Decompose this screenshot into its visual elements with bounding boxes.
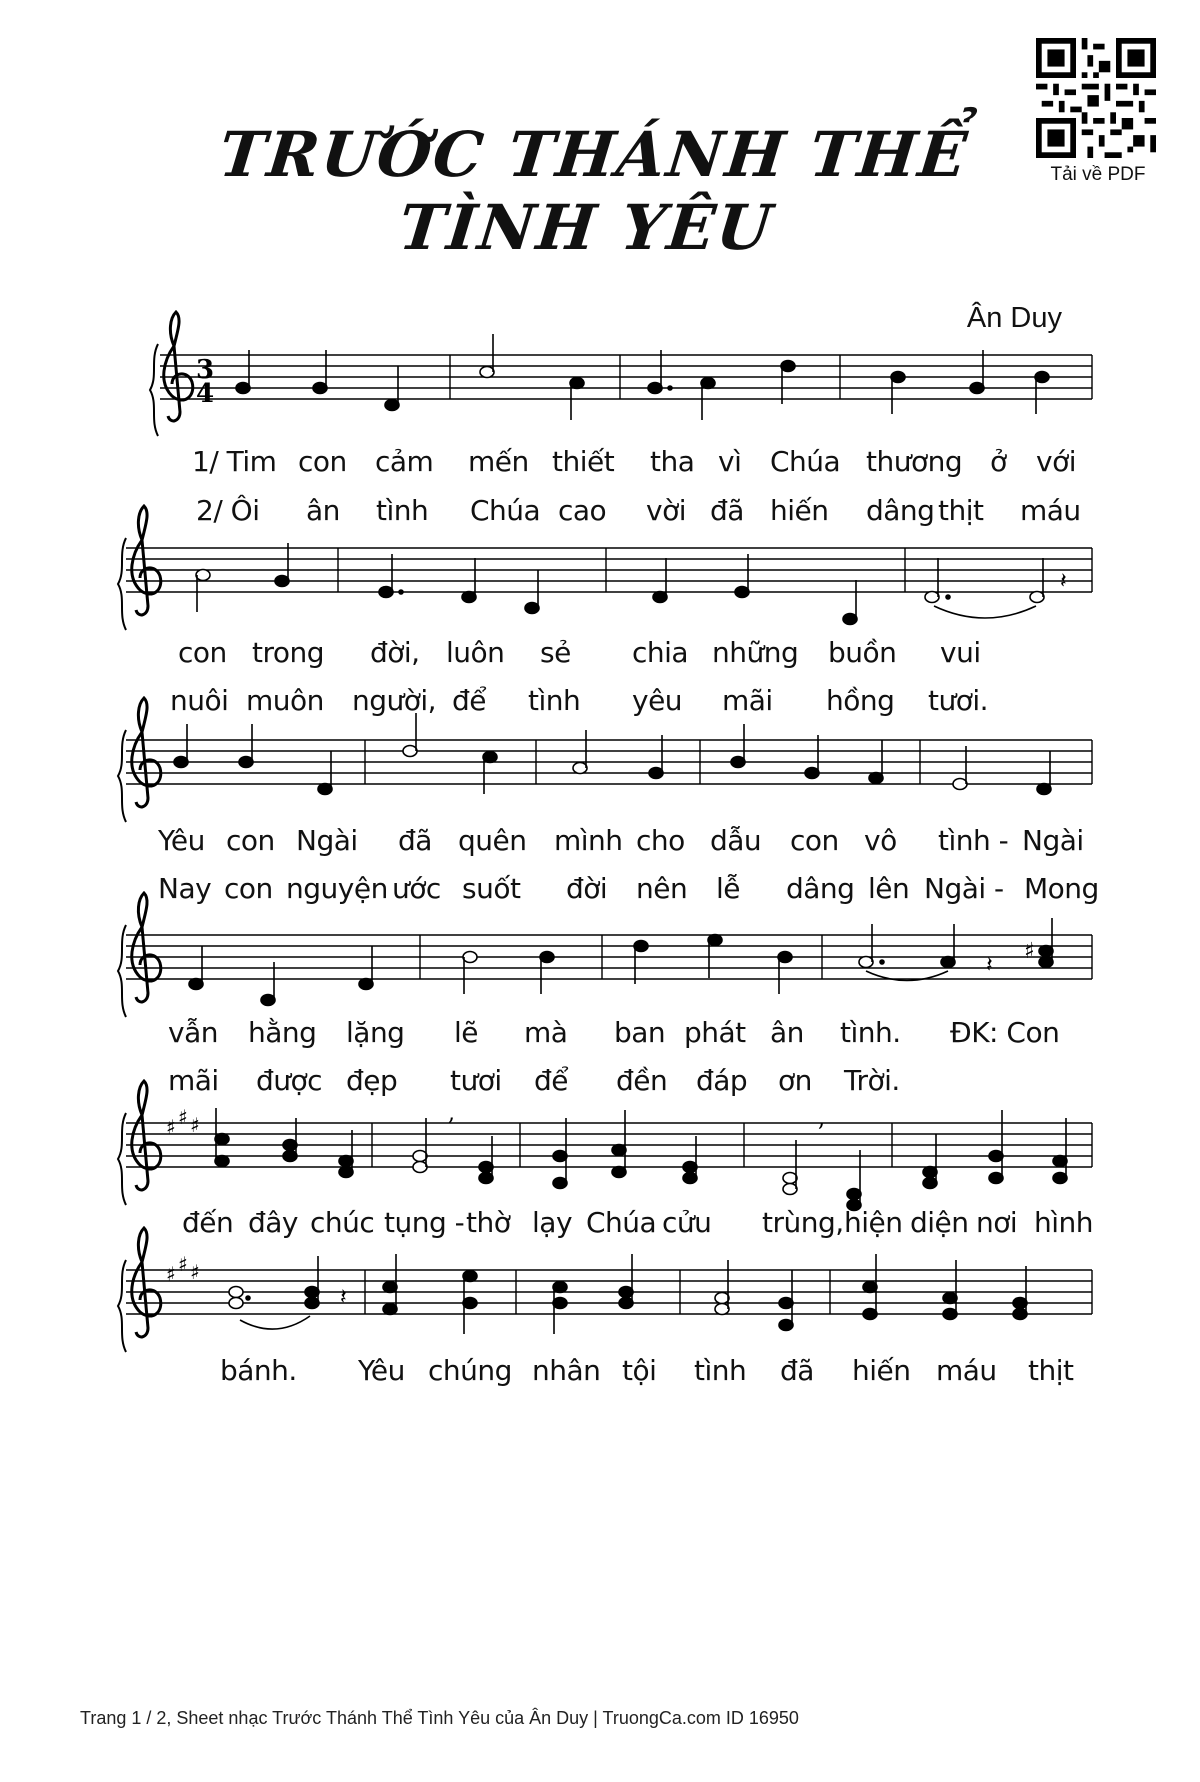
lyric-word: cảm: [375, 445, 434, 478]
lyric-word: để: [452, 684, 486, 717]
lyric-word: mãi: [722, 684, 773, 717]
lyric-word: vẫn: [168, 1016, 218, 1049]
lyric-word: Nay: [158, 872, 212, 905]
lyric-word: dâng: [866, 494, 935, 527]
lyric-word: lạy: [532, 1206, 573, 1239]
lyric-word: lặng: [346, 1016, 405, 1049]
lyric-word: cửu: [662, 1206, 712, 1239]
lyric-word: cho: [636, 824, 685, 857]
staff-system-4: [118, 893, 1092, 1017]
lyric-word: Ngài -: [924, 872, 1004, 905]
lyric-word: lẽ: [454, 1016, 479, 1049]
lyric-word: Chúa: [470, 494, 541, 527]
lyric-word: Chúa: [586, 1206, 657, 1239]
lyric-word: con: [226, 824, 275, 857]
staff-system-6: [118, 1228, 1092, 1352]
lyric-word: tình: [694, 1354, 747, 1387]
lyric-word: tình: [376, 494, 429, 527]
svg-text:,: ,: [448, 1101, 455, 1126]
lyric-word: Chúa: [770, 445, 841, 478]
lyric-word: hiến: [770, 494, 829, 527]
svg-text:,: ,: [818, 1107, 825, 1132]
lyric-word: bánh.: [220, 1354, 297, 1387]
lyric-word: hiện: [844, 1206, 903, 1239]
svg-text:𝄽: 𝄽: [986, 953, 993, 978]
lyric-word: đã: [780, 1354, 814, 1387]
lyric-word: tình -: [938, 824, 1009, 857]
svg-text:♯: ♯: [166, 1262, 176, 1286]
svg-text:♯: ♯: [178, 1252, 188, 1276]
lyric-word: những: [712, 636, 799, 669]
lyric-word: lễ: [716, 872, 741, 905]
lyric-word: máu: [1020, 494, 1081, 527]
lyric-word: hiến: [852, 1354, 911, 1387]
lyric-word: đẹp: [346, 1064, 398, 1097]
lyric-word: đến: [182, 1206, 234, 1239]
lyric-word: dâng: [786, 872, 855, 905]
lyric-word: ban: [614, 1016, 666, 1049]
lyric-word: hồng: [826, 684, 895, 717]
lyric-word: chia: [632, 636, 689, 669]
svg-text:♯: ♯: [1024, 939, 1035, 964]
lyric-word: tụng -: [384, 1206, 465, 1239]
lyric-word: máu: [936, 1354, 997, 1387]
download-pdf-link[interactable]: Tải về PDF: [1050, 164, 1146, 185]
lyric-word: thiết: [552, 445, 615, 478]
lyric-word: được: [256, 1064, 323, 1097]
lyric-word: con: [178, 636, 227, 669]
svg-text:4: 4: [196, 379, 215, 409]
lyric-word: nhân: [532, 1354, 601, 1387]
lyric-word: suốt: [462, 872, 521, 905]
lyric-word: luôn: [446, 636, 505, 669]
lyric-word: đây: [248, 1206, 299, 1239]
svg-text:♯: ♯: [190, 1260, 200, 1284]
lyric-word: con: [224, 872, 273, 905]
lyric-word: Mong: [1024, 872, 1099, 905]
svg-text:𝄽: 𝄽: [1060, 569, 1067, 594]
lyric-word: đời,: [370, 636, 420, 669]
lyric-word: Trời.: [844, 1064, 900, 1097]
lyric-word: để: [534, 1064, 568, 1097]
lyric-word: mà: [524, 1016, 568, 1049]
lyric-word: con: [298, 445, 347, 478]
lyric-word: nguyện: [286, 872, 388, 905]
lyric-word: tội: [622, 1354, 657, 1387]
lyric-word: vô: [864, 824, 897, 857]
lyric-word: đền: [616, 1064, 668, 1097]
lyric-word: chúng: [428, 1354, 512, 1387]
lyric-word: thờ: [466, 1206, 511, 1239]
lyric-word: trùng,: [762, 1206, 844, 1239]
lyric-word: vì: [718, 445, 742, 478]
lyric-word: hằng: [248, 1016, 317, 1049]
lyric-word: muôn: [246, 684, 324, 717]
lyric-word: ở: [990, 445, 1007, 478]
lyric-word: đã: [398, 824, 432, 857]
lyric-word: nơi: [976, 1206, 1018, 1239]
lyric-word: sẻ: [540, 636, 571, 669]
lyric-word: buồn: [828, 636, 897, 669]
lyric-word: quên: [458, 824, 527, 857]
lyric-word: tha: [650, 445, 695, 478]
lyric-word: Ngài: [1022, 824, 1084, 857]
lyric-word: nên: [636, 872, 688, 905]
lyric-word: hình: [1034, 1206, 1094, 1239]
lyric-word: ân: [306, 494, 340, 527]
lyric-word: ân: [770, 1016, 804, 1049]
lyric-word: người,: [352, 684, 437, 717]
lyric-word: tươi: [450, 1064, 502, 1097]
lyric-word: ĐK: Con: [950, 1016, 1060, 1049]
svg-text:3: 3: [196, 355, 215, 385]
lyric-word: nuôi: [170, 684, 229, 717]
page-title: TRƯỚC THÁNH THỂ TÌNH YÊU: [215, 118, 972, 264]
lyric-word: tươi.: [928, 684, 989, 717]
lyric-word: vui: [940, 636, 981, 669]
lyric-word: đáp: [696, 1064, 748, 1097]
lyric-word: tình: [528, 684, 581, 717]
lyric-word: thịt: [938, 494, 984, 527]
staff-system-1: [150, 312, 1092, 436]
lyric-word: mến: [468, 445, 529, 478]
lyric-word: dẫu: [710, 824, 762, 857]
lyric-word: con: [790, 824, 839, 857]
lyric-word: mãi: [168, 1064, 219, 1097]
lyric-word: đã: [710, 494, 744, 527]
svg-text:𝄽: 𝄽: [340, 1285, 347, 1310]
lyric-word: thương: [866, 445, 963, 478]
lyric-word: mình: [554, 824, 623, 857]
lyric-word: chúc: [310, 1206, 375, 1239]
lyric-word: thịt: [1028, 1354, 1074, 1387]
lyric-word: 1/ Tim: [192, 445, 277, 478]
lyric-word: lên: [868, 872, 910, 905]
composer-name: Ân Duy: [966, 302, 1062, 334]
lyric-word: phát: [684, 1016, 746, 1049]
lyric-word: trong: [252, 636, 325, 669]
svg-text:♯: ♯: [178, 1105, 188, 1129]
lyric-word: Ngài: [296, 824, 358, 857]
lyric-word: tình.: [840, 1016, 901, 1049]
lyric-word: ước: [392, 872, 441, 905]
lyric-word: cao: [558, 494, 607, 527]
lyric-word: diện: [910, 1206, 969, 1239]
svg-text:♯: ♯: [166, 1115, 176, 1139]
staff-system-5: [118, 1081, 1092, 1211]
lyric-word: ơn: [778, 1064, 812, 1097]
lyric-word: Yêu: [358, 1354, 405, 1387]
lyric-word: vời: [646, 494, 686, 527]
lyric-word: với: [1036, 445, 1076, 478]
lyric-word: Yêu: [158, 824, 205, 857]
page-footer: Trang 1 / 2, Sheet nhạc Trước Thánh Thể Tình Yêu của Ân Duy | TruongCa.com ID 16950: [80, 1708, 799, 1728]
lyric-word: đời: [566, 872, 608, 905]
svg-text:♯: ♯: [190, 1113, 200, 1137]
lyric-word: yêu: [632, 684, 683, 717]
lyric-word: 2/ Ôi: [196, 494, 260, 527]
